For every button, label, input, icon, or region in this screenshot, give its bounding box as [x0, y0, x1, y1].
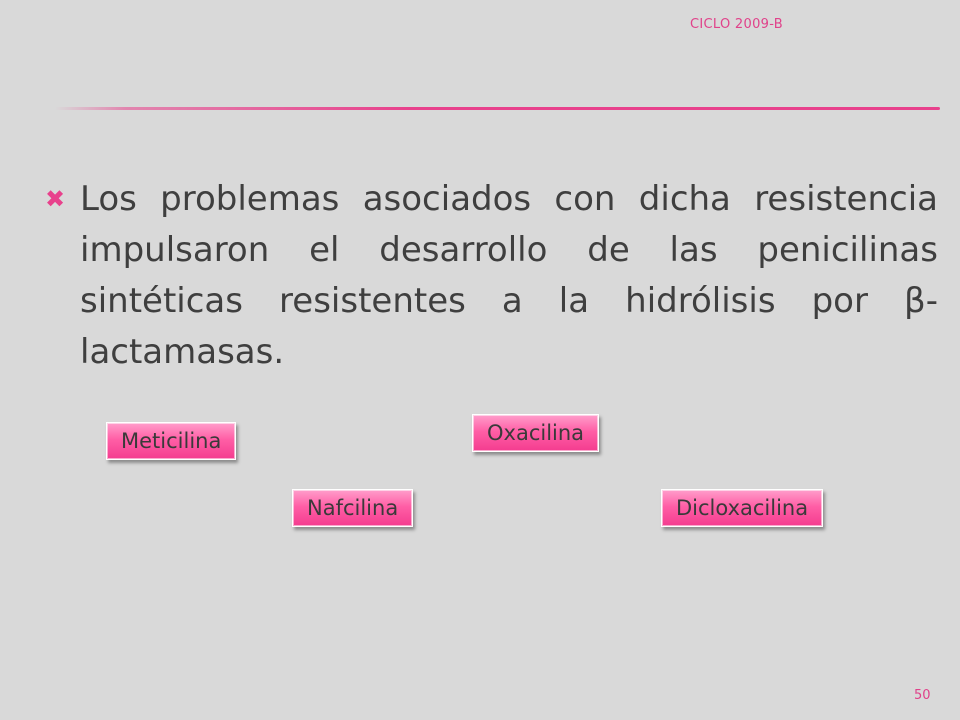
tag-dicloxacilina: Dicloxacilina	[661, 489, 823, 527]
tag-meticilina: Meticilina	[106, 422, 236, 460]
tag-oxacilina: Oxacilina	[472, 414, 599, 452]
header-divider	[55, 107, 940, 110]
x-bullet-icon: ✖	[45, 185, 66, 213]
page-number: 50	[914, 688, 931, 703]
tag-nafcilina: Nafcilina	[292, 489, 413, 527]
slide-header: CICLO 2009-B	[690, 17, 783, 32]
bullet-text: Los problemas asociados con dicha resistencia impulsaron el desarrollo de las penicilinas sintéticas resistentes a la hidrólisis por β-lactamasas.	[80, 179, 938, 372]
